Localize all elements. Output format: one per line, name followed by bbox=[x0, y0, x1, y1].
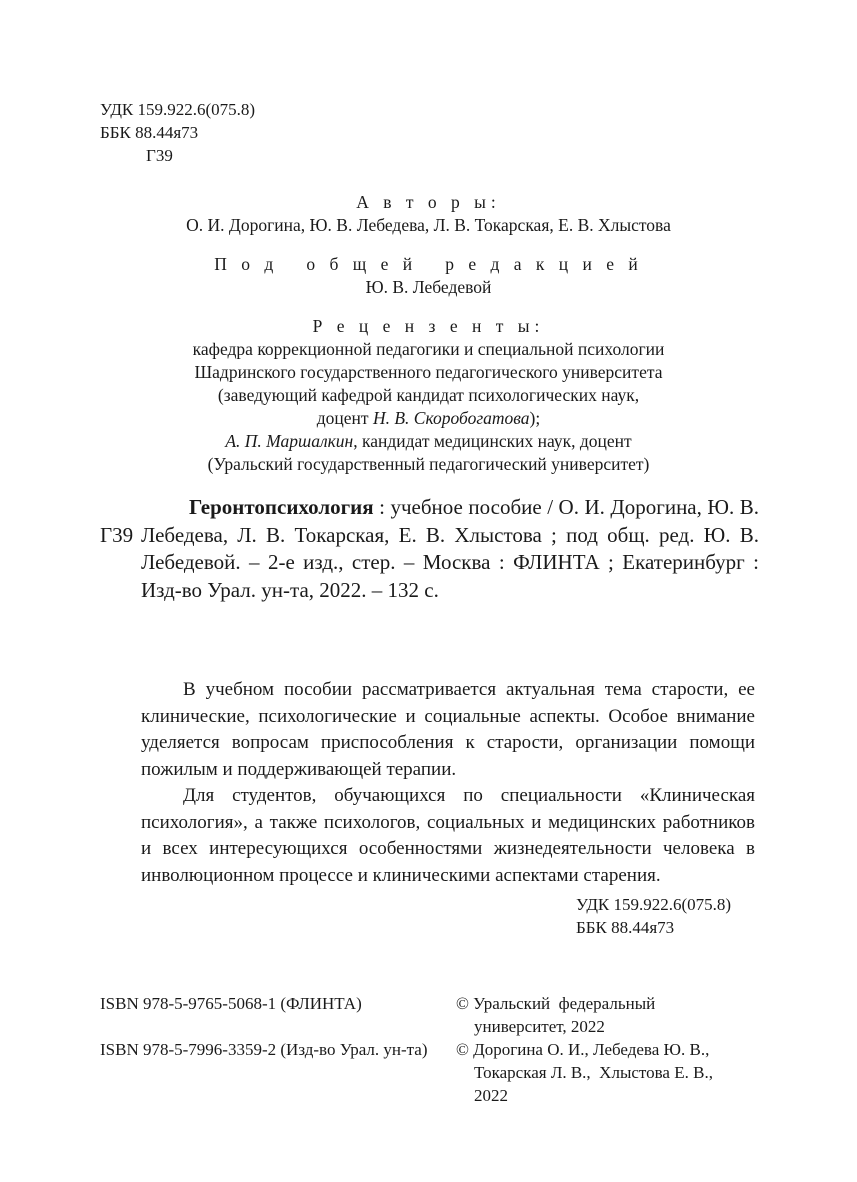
reviewer-line-6: (Уральский государственный педагогический университет) bbox=[207, 454, 650, 474]
biblio-margin-sign: Г39 bbox=[100, 523, 134, 547]
authors-heading: А в т о р ы: bbox=[356, 192, 501, 212]
annotation-bbk: ББК 88.44я73 bbox=[576, 918, 675, 937]
copyright-authors-line-1: © Дорогина О. И., Лебедева Ю. В., bbox=[456, 1040, 710, 1059]
annotation bbox=[141, 677, 755, 889]
bibliographic-description: : учебное пособие / О. И. Дорогина, Ю. В. Лебедева, Л. В. Токарская, Е. В. Хлыстова ; под общ. ред. Ю. В. Лебедевой. – 2-е изд., стер. – Москва : ФЛИНТА ; Екатеринбург : Изд-во Урал. ун-та, 2022. – 132 с. bbox=[141, 495, 759, 602]
classification-block bbox=[100, 98, 255, 167]
copyright-authors bbox=[456, 1038, 756, 1107]
reviewer-line-4-prefix: доцент bbox=[316, 408, 373, 428]
reviewer-marshalkin: А. П. Маршалкин bbox=[225, 431, 354, 451]
annotation-udk: УДК 159.922.6(075.8) bbox=[576, 895, 732, 914]
copyright-urfu-line-1: © Уральский федеральный bbox=[456, 994, 656, 1013]
bibliographic-record bbox=[141, 494, 759, 604]
annotation-paragraph-1: В учебном пособии рассматривается актуальная тема старости, ее клинические, психологические и социальные аспекты. Особое внимание уделяется вопросам приспособления к старости, организации помощи пожилым и поддерживающей терапии. bbox=[141, 679, 755, 780]
reviewer-line-1: кафедра коррекционной педагогики и специальной психологии bbox=[192, 339, 665, 359]
annotation-codes bbox=[576, 893, 731, 939]
reviewer-skorobogatova: Н. В. Скоробогатова bbox=[372, 408, 530, 428]
copyright-authors-line-3: 2022 bbox=[474, 1086, 508, 1105]
copyright-authors-line-2: Токарская Л. В., Хлыстова Е. В., bbox=[474, 1063, 713, 1082]
reviewer-line-4 bbox=[0, 407, 857, 430]
copyright-urfu-line-2: университет, 2022 bbox=[474, 1017, 605, 1036]
isbn-ural: ISBN 978-5-7996-3359-2 (Изд-во Урал. ун-та) bbox=[100, 1040, 428, 1059]
author-sign: Г39 bbox=[146, 146, 173, 165]
udk-code: УДК 159.922.6(075.8) bbox=[100, 100, 256, 119]
reviewer-line-4-suffix: ); bbox=[529, 408, 541, 428]
editor-heading: П о д о б щ е й р е д а к ц и е й bbox=[214, 254, 643, 274]
editor-name: Ю. В. Лебедевой bbox=[365, 277, 492, 297]
isbn-flinta: ISBN 978-5-9765-5068-1 (ФЛИНТА) bbox=[100, 994, 362, 1013]
reviewer-line-2: Шадринского государственного педагогического университета bbox=[194, 362, 663, 382]
reviewers-heading: Р е ц е н з е н т ы: bbox=[312, 316, 545, 336]
copyright-urfu bbox=[456, 992, 756, 1038]
book-title: Геронтопсихология bbox=[189, 495, 374, 519]
annotation-paragraph-2: Для студентов, обучающихся по специальности «Клиническая психология», а также психологов, социальных и медицинских работников и всех интересующихся особенностями жизнедеятельности человека в инволюционном процессе и клиническими аспектами старения. bbox=[141, 785, 755, 886]
reviewer-line-3: (заведующий кафедрой кандидат психологических наук, bbox=[217, 385, 640, 405]
reviewer-line-5-rest: , кандидат медицинских наук, доцент bbox=[353, 431, 632, 451]
reviewer-line-5 bbox=[0, 430, 857, 453]
bbk-code: ББК 88.44я73 bbox=[100, 123, 199, 142]
authors-names: О. И. Дорогина, Ю. В. Лебедева, Л. В. Токарская, Е. В. Хлыстова bbox=[186, 215, 671, 235]
